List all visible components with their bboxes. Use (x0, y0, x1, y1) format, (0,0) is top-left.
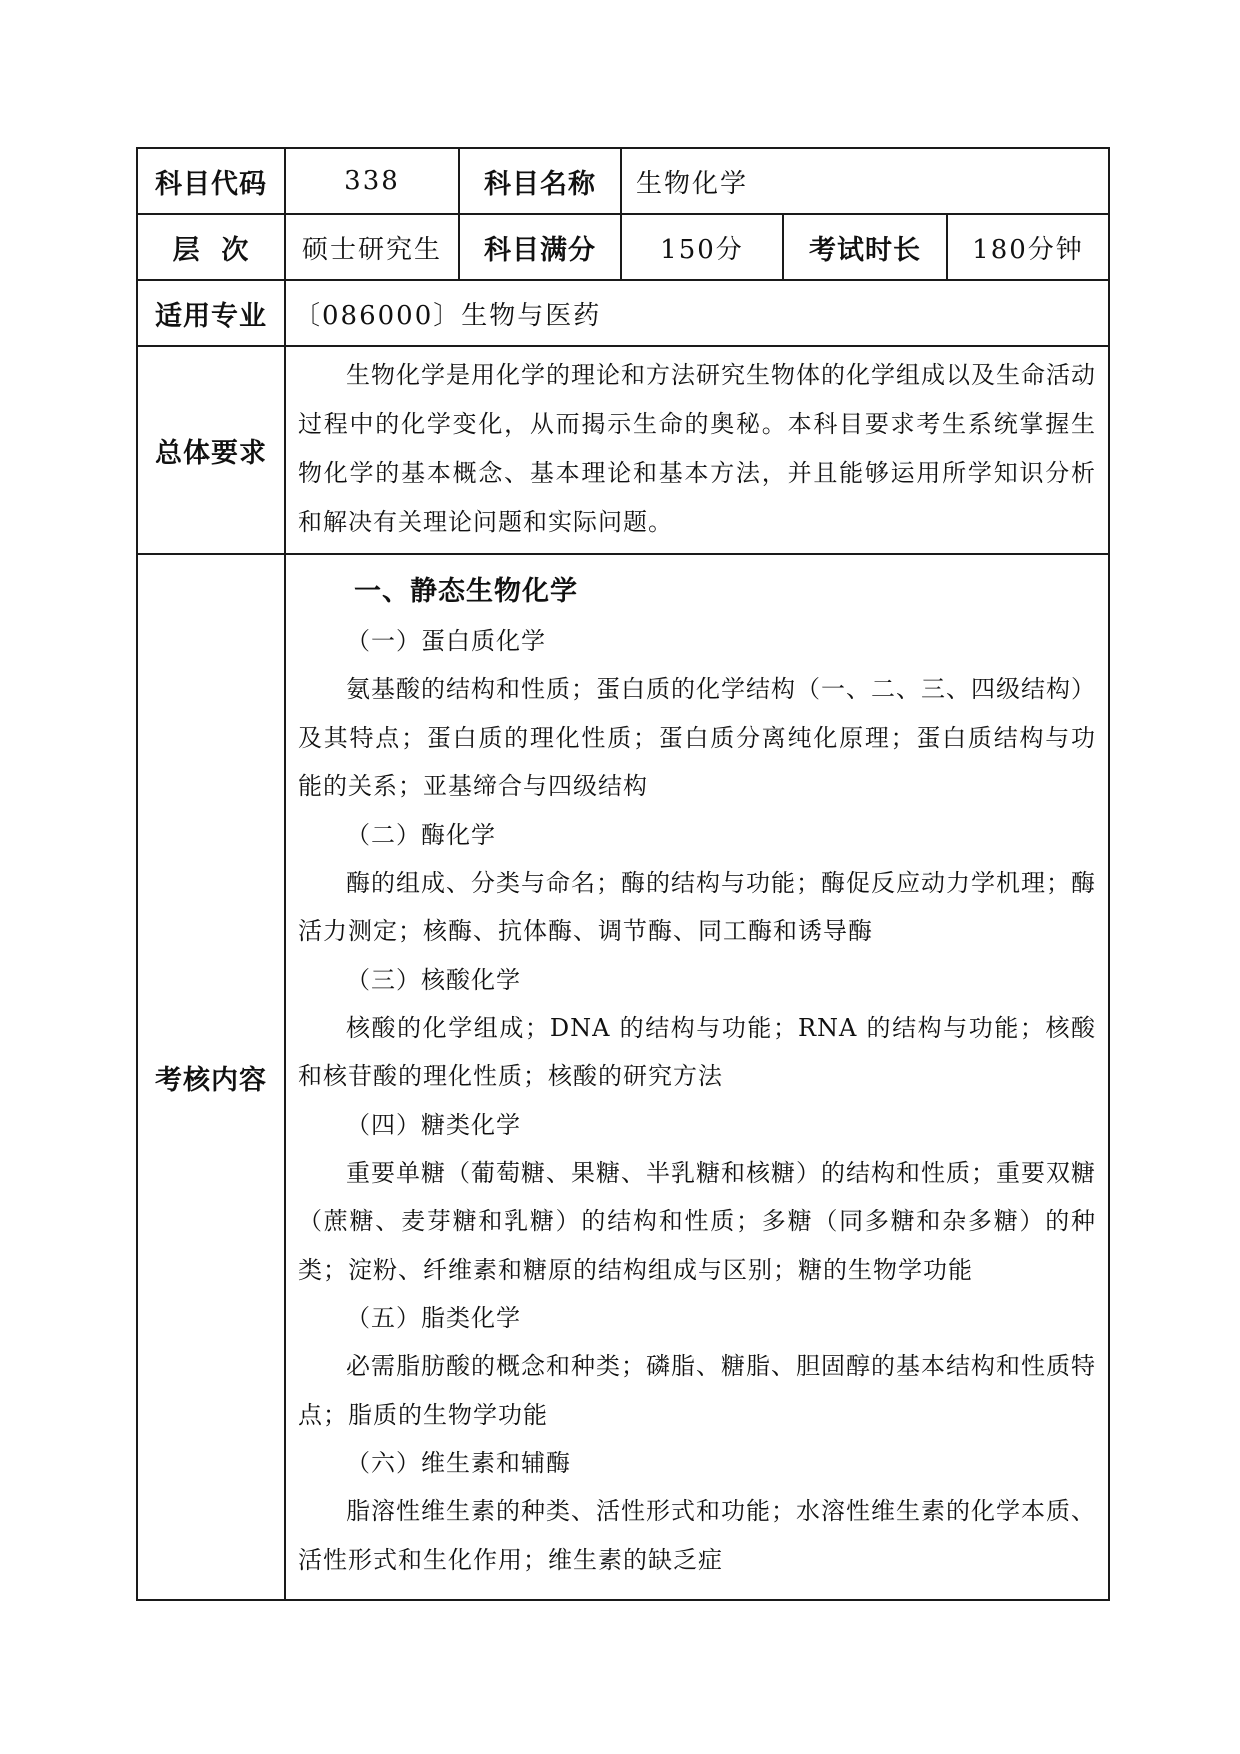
subsection-title: （三）核酸化学 (346, 965, 521, 994)
subsection-title: （一）蛋白质化学 (346, 627, 546, 655)
requirements-cell (285, 346, 1109, 554)
content-label: 考核内容 (137, 554, 285, 1600)
subsection-text: 脂溶性维生素的种类、活性形式和功能；水溶性维生素的化学本质、活性形式和生化作用；维生素的缺乏症 (298, 1497, 1096, 1574)
subsection-title: （四）糖类化学 (346, 1110, 521, 1139)
duration-label: 考试时长 (783, 214, 947, 280)
subsection-text: 重要单糖（葡萄糖、果糖、半乳糖和核糖）的结构和性质；重要双糖（蔗糖、麦芽糖和乳糖）的结构和性质；多糖（同多糖和杂多糖）的种类；淀粉、纤维素和糖原的结构组成与区别；糖的生物学功能 (298, 1158, 1096, 1284)
subsection-text: 核酸的化学组成；DNA 的结构与功能；RNA 的结构与功能；核酸和核苷酸的理化性质；核酸的研究方法 (298, 1013, 1096, 1090)
subject-code-value: 338 (285, 148, 459, 214)
subsection-title: （五）脂类化学 (346, 1304, 521, 1332)
full-score-label: 科目满分 (459, 214, 621, 280)
row-major (137, 280, 1109, 346)
subsection-title: （六）维生素和辅酶 (346, 1449, 571, 1477)
requirements-text: 生物化学是用化学的理论和方法研究生物体的化学组成以及生命活动过程中的化学变化，从而揭示生命的奥秘。本科目要求考生系统掌握生物化学的基本概念、基本理论和基本方法，并且能够运用所学知识分析和解决有关理论问题和实际问题。 (298, 361, 1096, 536)
row-level (137, 214, 1109, 280)
content-cell (285, 554, 1109, 1600)
subsection-title: （二）酶化学 (346, 820, 496, 849)
requirements-label: 总体要求 (137, 346, 285, 554)
syllabus-table (136, 147, 1110, 1601)
subject-code-label: 科目代码 (137, 148, 285, 214)
major-label: 适用专业 (137, 280, 285, 346)
subsection-text: 必需脂肪酸的概念和种类；磷脂、糖脂、胆固醇的基本结构和性质特点；脂质的生物学功能 (298, 1352, 1096, 1429)
row-subject-code (137, 148, 1109, 214)
row-requirements (137, 346, 1109, 554)
full-score-value: 150分 (621, 214, 783, 280)
level-value: 硕士研究生 (285, 214, 459, 280)
subsection-text: 酶的组成、分类与命名；酶的结构与功能；酶促反应动力学机理；酶活力测定；核酶、抗体酶、调节酶、同工酶和诱导酶 (298, 868, 1096, 945)
subject-name-label: 科目名称 (459, 148, 621, 214)
major-value: 〔086000〕生物与医药 (285, 280, 1109, 346)
section-title: 一、静态生物化学 (354, 576, 578, 607)
level-label: 层 次 (137, 214, 285, 280)
subsection-text: 氨基酸的结构和性质；蛋白质的化学结构（一、二、三、四级结构）及其特点；蛋白质的理化性质；蛋白质分离纯化原理；蛋白质结构与功能的关系；亚基缔合与四级结构 (298, 675, 1096, 800)
subject-name-value: 生物化学 (621, 148, 1109, 214)
row-content (137, 554, 1109, 1600)
duration-value: 180分钟 (947, 214, 1109, 280)
